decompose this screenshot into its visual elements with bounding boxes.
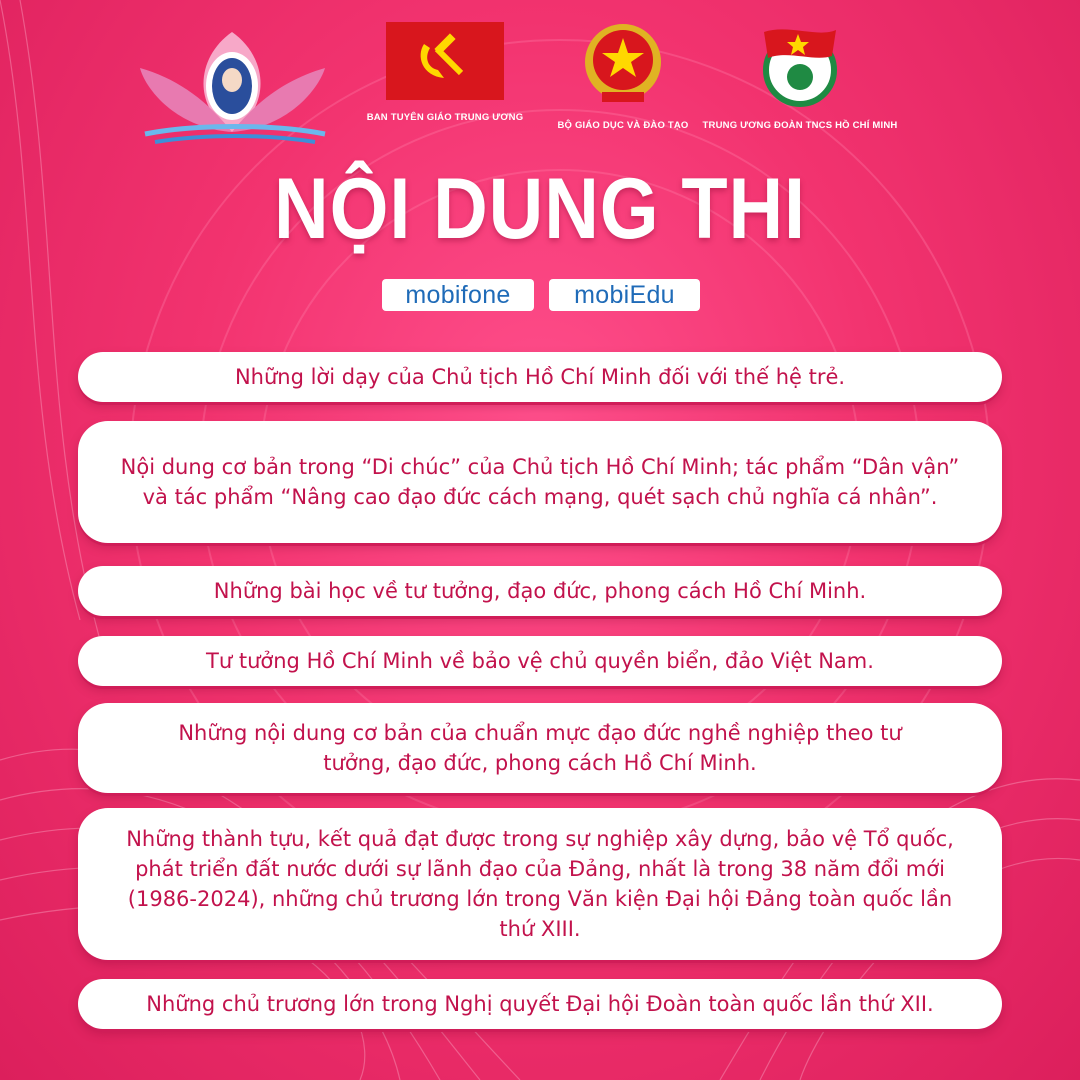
content-item-text: Nội dung cơ bản trong “Di chúc” của Chủ tịch Hồ Chí Minh; tác phẩm “Dân vận” và tác phẩm “Nâng cao đạo đức cách mạng, quét sạch chủ nghĩa cá nhân”. [120,455,960,509]
content-item [78,979,1002,1029]
content-item [78,703,1002,793]
lotus-portrait-logo-icon [135,28,330,148]
content-item-text: Những thành tựu, kết quả đạt được trong sự nghiệp xây dựng, bảo vệ Tổ quốc, phát triển đất nước dưới sự lãnh đạo của Đảng, nhất là trong 38 năm đổi mới (1986-2024), những chủ trương lớn trong Văn kiện Đại hội Đảng toàn quốc lần thứ XIII. [126,827,954,941]
content-item-text: Những lời dạy của Chủ tịch Hồ Chí Minh đối với thế hệ trẻ. [234,365,846,389]
party-logo-block [360,22,530,123]
mobifone-logo: mobifone [382,279,534,311]
content-item-text: Những nội dung cơ bản của chuẩn mực đạo đức nghề nghiệp theo tư tưởng, đạo đức, phong cách Hồ Chí Minh. [178,721,902,775]
party-caption: BAN TUYÊN GIÁO TRUNG ƯƠNG [366,112,524,123]
national-emblem-icon [580,22,666,108]
youth-union-badge-icon [758,22,842,108]
content-item [78,808,1002,960]
content-item [78,352,1002,402]
youth-logo-block [700,22,900,131]
content-item [78,421,1002,543]
hammer-sickle-flag-icon [386,22,504,100]
content-item-text: Những bài học về tư tưởng, đạo đức, phong cách Hồ Chí Minh. [213,579,867,603]
page-title: NỘI DUNG THI [274,161,806,257]
youth-caption: TRUNG ƯƠNG ĐOÀN TNCS HỒ CHÍ MINH [702,120,898,131]
content-item-text: Tư tưởng Hồ Chí Minh về bảo vệ chủ quyền biển, đảo Việt Nam. [206,649,874,673]
content-item-text: Những chủ trương lớn trong Nghị quyết Đại hội Đoàn toàn quốc lần thứ XII. [146,992,934,1016]
content-item [78,636,1002,686]
mobiedu-logo: mobiEdu [549,279,700,311]
gov-caption: BỘ GIÁO DỤC VÀ ĐÀO TẠO [557,120,689,131]
gov-logo-block [548,22,698,131]
content-item [78,566,1002,616]
